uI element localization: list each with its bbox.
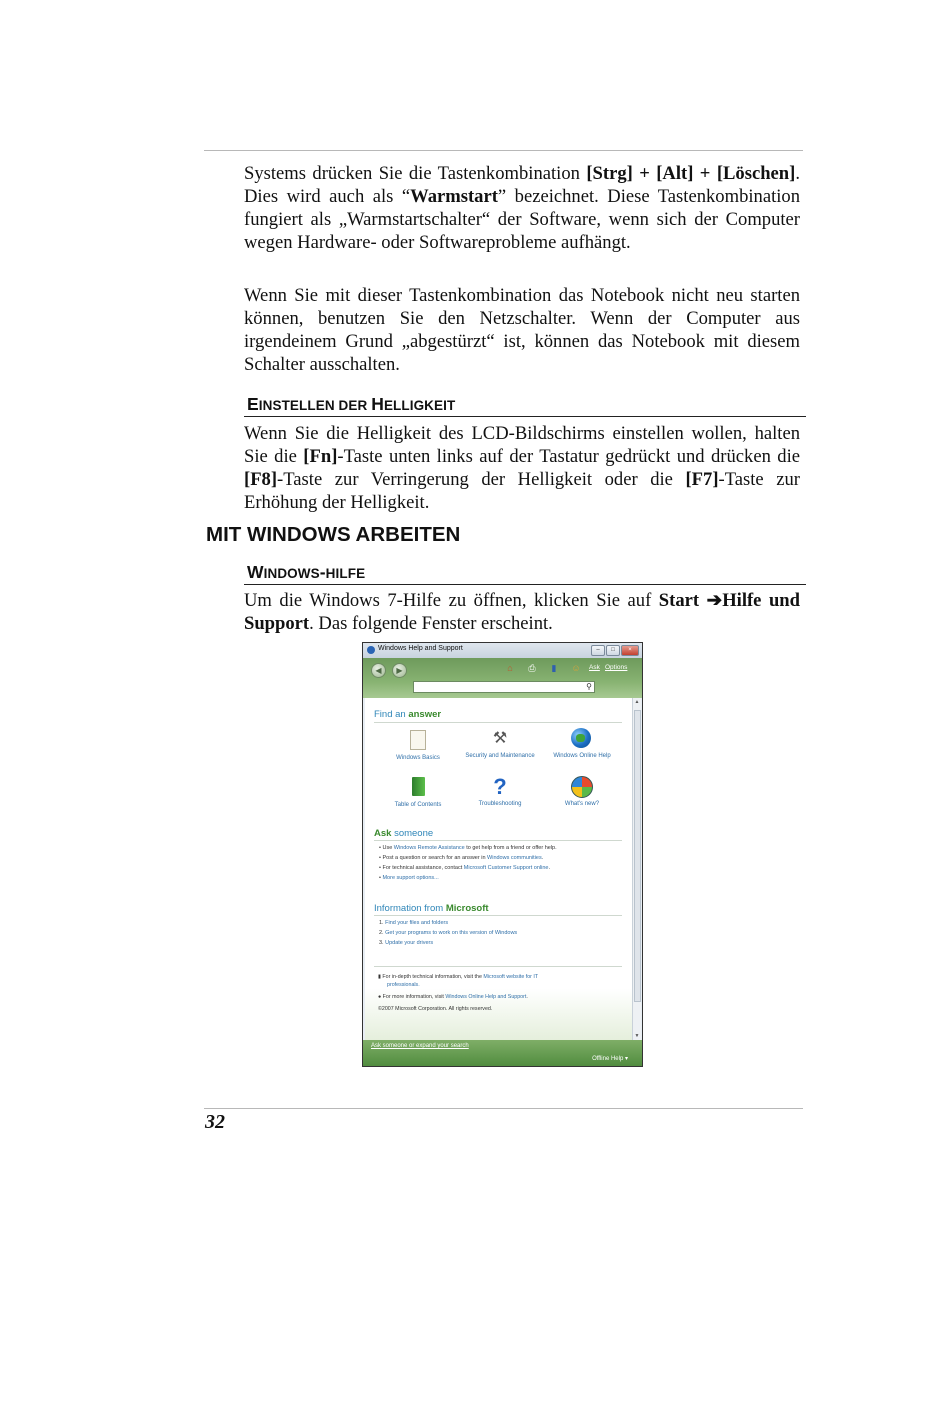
search-input[interactable] [413, 681, 595, 693]
section-heading: MIT WINDOWS ARBEITEN [206, 523, 461, 546]
window-title: Windows Help and Support [378, 645, 463, 652]
tile-whats-new[interactable]: What's new? [542, 776, 622, 807]
scrollbar[interactable] [632, 698, 641, 1040]
paragraph-helligkeit: Wenn Sie die Helligkeit des LCD-Bildschirms einstellen wollen, halten Sie die [Fn]-Taste unten links auf der Tastatur gedrückt und drücken die [F8]-Taste zur Verringerung der Helligkeit oder die [F7]-Taste zur Erhöhung der Helligkeit. [244, 423, 800, 513]
help-content [365, 698, 632, 1040]
arrow-icon: ➔ [706, 590, 723, 611]
information-heading: Information from Microsoft [374, 903, 489, 914]
customer-support-link[interactable]: Microsoft Customer Support online [463, 865, 549, 871]
tile-windows-online-help[interactable]: Windows Online Help [542, 728, 622, 759]
tile-windows-basics[interactable]: Windows Basics [378, 728, 458, 761]
remote-assistance-link[interactable]: Windows Remote Assistance [393, 845, 465, 851]
list-item: • For technical assistance, contact Microsoft Customer Support online. [379, 865, 551, 871]
list-item: • Post a question or search for an answer in Windows communities. [379, 855, 544, 861]
status-bar [363, 1040, 642, 1067]
scroll-thumb[interactable] [634, 710, 641, 1002]
heading-windows-hilfe: WINDOWS-HILFE [244, 562, 806, 585]
copyright: ©2007 Microsoft Corporation. All rights reserved. [378, 1006, 493, 1012]
tile-table-of-contents[interactable]: Table of Contents [378, 776, 458, 808]
paragraph-netzschalter: Wenn Sie mit dieser Tastenkombination das Notebook nicht neu starten können, benutzen Sie den Netzschalter. Wenn der Computer aus irgendeinem Grund „abgestürzt“ ist, können das Notebook mit diesem Schalter ausschalten. [244, 285, 800, 375]
page-number: 32 [205, 1111, 225, 1133]
footnote-online-help: ● For more information, visit Windows Online Help and Support. [378, 994, 528, 1000]
options-link[interactable]: Options [605, 664, 628, 671]
tile-security-maintenance[interactable]: ⚒ Security and Maintenance [465, 730, 535, 759]
search-icon[interactable]: ⚲ [586, 682, 592, 691]
browse-help-icon[interactable]: ▮ [551, 663, 557, 673]
ask-someone-heading: Ask someone [374, 828, 434, 839]
document-icon [410, 730, 426, 750]
ask-icon[interactable]: ☺ [571, 663, 581, 673]
toolbar [363, 658, 642, 698]
scroll-up-icon[interactable]: ▲ [634, 699, 640, 705]
windows-ball-icon [571, 776, 593, 798]
heading-helligkeit: EINSTELLEN DER HELLIGKEIT [244, 394, 806, 417]
book-icon [412, 777, 425, 796]
footnote-it-pro: ▮ For in-depth technical information, visit the Microsoft website for IT [378, 974, 539, 980]
window-titlebar [363, 643, 642, 658]
tile-troubleshooting[interactable]: ? Troubleshooting [478, 774, 522, 807]
help-icon [367, 646, 375, 654]
paragraph-hilfe-oeffnen: Um die Windows 7-Hilfe zu öffnen, klicken Sie auf Start ➔Hilfe und Support. Das folgende Fenster erscheint. [244, 590, 800, 634]
ask-link[interactable]: Ask [589, 664, 600, 671]
back-button[interactable]: ◀ [371, 663, 386, 678]
minimize-button[interactable]: – [591, 645, 605, 656]
list-item[interactable]: 2. Get your programs to work on this version of Windows [379, 930, 518, 936]
forward-button[interactable]: ▶ [392, 663, 407, 678]
print-icon[interactable]: ⎙ [528, 663, 536, 673]
paragraph-warmstart: Systems drücken Sie die Tastenkombination [Strg] + [Alt] + [Löschen]. Dies wird auch als “Warmstart” bezeichnet. Diese Tastenkombination fungiert als „Warmstartschalter“ der Software, wenn sich der Computer wegen Hardware- oder Softwareprobleme aufhängt. [244, 163, 801, 253]
scroll-down-icon[interactable]: ▼ [634, 1033, 640, 1039]
footnote-it-pro-2: professionals. [387, 982, 420, 988]
divider [374, 966, 622, 967]
help-window-screenshot [362, 642, 643, 1067]
footer-rule [204, 1108, 803, 1109]
header-rule [204, 150, 803, 151]
divider [374, 915, 622, 916]
ask-expand-link[interactable]: Ask someone or expand your search [371, 1043, 469, 1049]
list-item[interactable]: 3. Update your drivers [379, 940, 434, 946]
communities-link[interactable]: Windows communities [487, 855, 542, 861]
maximize-button[interactable]: □ [606, 645, 620, 656]
divider [374, 840, 622, 841]
list-item: • More support options... [379, 875, 439, 881]
globe-icon [571, 728, 591, 748]
list-item[interactable]: 1. Find your files and folders [379, 920, 449, 926]
list-item: • Use Windows Remote Assistance to get help from a friend or offer help. [379, 845, 557, 851]
more-support-link[interactable]: More support options... [382, 875, 439, 881]
question-icon: ? [493, 774, 507, 799]
find-answer-heading: Find an answer [374, 709, 442, 720]
close-button[interactable]: × [621, 645, 639, 656]
divider [374, 722, 622, 723]
tools-icon: ⚒ [492, 730, 508, 747]
offline-help-dropdown[interactable]: Offline Help ▾ [592, 1056, 628, 1062]
home-icon[interactable]: ⌂ [507, 663, 513, 673]
